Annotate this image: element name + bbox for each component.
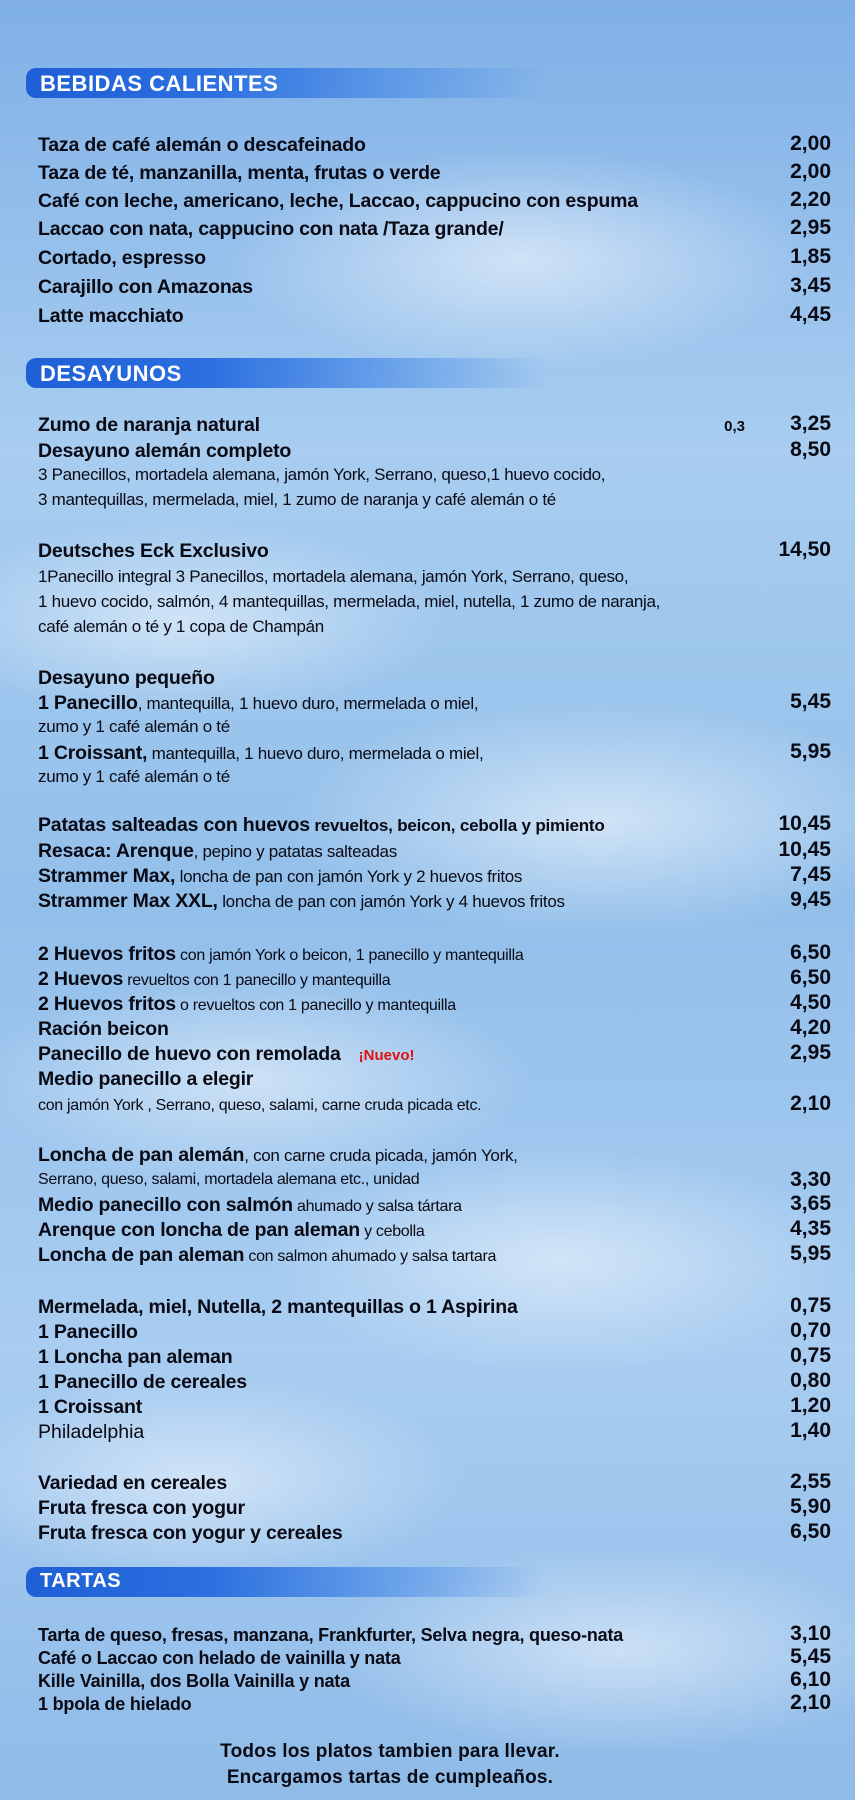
menu-item-description: con jamón York , Serrano, queso, salami, carne cruda picada etc. bbox=[38, 1097, 482, 1114]
menu-price: 4,35 bbox=[790, 1217, 831, 1240]
menu-price: 5,45 bbox=[790, 690, 831, 713]
menu-item: Loncha de pan alemán, con carne cruda picada, jamón York, bbox=[38, 1144, 518, 1166]
menu-price: 3,45 bbox=[790, 274, 831, 297]
menu-item: Carajillo con Amazonas bbox=[38, 276, 253, 298]
menu-price: 0,80 bbox=[790, 1369, 831, 1392]
menu-price: 3,30 bbox=[790, 1168, 831, 1191]
menu-item: Desayuno alemán completo bbox=[38, 440, 292, 462]
menu-price: 2,00 bbox=[790, 132, 831, 155]
menu-item: 1 Panecillo bbox=[38, 1321, 138, 1343]
menu-item: Arenque con loncha de pan aleman y cebolla bbox=[38, 1219, 425, 1241]
menu-item: Kille Vainilla, dos Bolla Vainilla y nata bbox=[38, 1671, 350, 1691]
footer-line-2: Encargamos tartas de cumpleaños. bbox=[226, 1767, 554, 1788]
menu-item: Deutsches Eck Exclusivo bbox=[38, 540, 269, 562]
menu-item: Café con leche, americano, leche, Laccao, cappucino con espuma bbox=[38, 190, 638, 212]
menu-price: 5,45 bbox=[790, 1645, 831, 1668]
section-title-desayunos: DESAYUNOS bbox=[40, 361, 182, 386]
menu-item: Taza de té, manzanilla, menta, frutas o verde bbox=[38, 162, 441, 184]
menu-subheading: Desayuno pequeño bbox=[38, 667, 215, 689]
size-label: 0,3 bbox=[724, 418, 745, 435]
menu-item: Mermelada, miel, Nutella, 2 mantequillas o 1 Aspirina bbox=[38, 1296, 518, 1318]
section-banner-bebidas bbox=[26, 68, 546, 98]
menu-price: 3,65 bbox=[790, 1192, 831, 1215]
menu-item-description: 1Panecillo integral 3 Panecillos, mortadela alemana, jamón York, Serrano, queso, bbox=[38, 567, 629, 586]
menu-item: Panecillo de huevo con remolada ¡Nuevo! bbox=[38, 1043, 415, 1065]
menu-item: Latte macchiato bbox=[38, 305, 184, 327]
menu-item-description: 3 mantequillas, mermelada, miel, 1 zumo de naranja y café alemán o té bbox=[38, 490, 556, 509]
new-badge: ¡Nuevo! bbox=[358, 1047, 415, 1064]
menu-price: 2,10 bbox=[790, 1691, 831, 1714]
menu-item: 1 Panecillo, mantequilla, 1 huevo duro, mermelada o miel, bbox=[38, 692, 479, 714]
menu-item: Variedad en cereales bbox=[38, 1472, 227, 1494]
menu-item-description: Serrano, queso, salami, mortadela alemana etc., unidad bbox=[38, 1171, 420, 1188]
menu-price: 8,50 bbox=[790, 438, 831, 461]
menu-price: 6,10 bbox=[790, 1668, 831, 1691]
section-banner-desayunos bbox=[26, 358, 546, 388]
menu-item: Tarta de queso, fresas, manzana, Frankfurter, Selva negra, queso-nata bbox=[38, 1625, 624, 1645]
menu-price: 6,50 bbox=[790, 1520, 831, 1543]
menu-price: 2,95 bbox=[790, 216, 831, 239]
menu-item: 2 Huevos fritos con jamón York o beicon, 1 panecillo y mantequilla bbox=[38, 943, 524, 965]
menu-price: 3,10 bbox=[790, 1622, 831, 1645]
menu-item: Zumo de naranja natural bbox=[38, 414, 260, 436]
menu-price: 4,50 bbox=[790, 991, 831, 1014]
menu-item: Loncha de pan aleman con salmon ahumado y salsa tartara bbox=[38, 1244, 497, 1266]
menu-price: 1,85 bbox=[790, 245, 831, 268]
menu-item-description: zumo y 1 café alemán o té bbox=[38, 767, 230, 786]
menu-item-description: 1 huevo cocido, salmón, 4 mantequillas, mermelada, miel, nutella, 1 zumo de naranja, bbox=[38, 592, 661, 611]
menu-item: Strammer Max, loncha de pan con jamón York y 2 huevos fritos bbox=[38, 865, 523, 887]
menu-item-description: café alemán o té y 1 copa de Champán bbox=[38, 617, 324, 636]
menu-price: 1,20 bbox=[790, 1394, 831, 1417]
menu-price: 1,40 bbox=[790, 1419, 831, 1442]
menu-item: 1 Croissant, mantequilla, 1 huevo duro, mermelada o miel, bbox=[38, 742, 484, 764]
menu-item: Café o Laccao con helado de vainilla y nata bbox=[38, 1648, 401, 1668]
menu-item-description: 3 Panecillos, mortadela alemana, jamón York, Serrano, queso,1 huevo cocido, bbox=[38, 465, 606, 484]
section-banner-tartas bbox=[26, 1567, 546, 1597]
menu-item: Fruta fresca con yogur bbox=[38, 1497, 245, 1519]
menu-item-description: zumo y 1 café alemán o té bbox=[38, 717, 230, 736]
section-title-tartas: TARTAS bbox=[40, 1570, 122, 1592]
menu-item: 1 Croissant bbox=[38, 1396, 143, 1418]
menu-price: 6,50 bbox=[790, 941, 831, 964]
menu-price: 2,95 bbox=[790, 1041, 831, 1064]
menu-price: 4,20 bbox=[790, 1016, 831, 1039]
menu-price: 7,45 bbox=[790, 863, 831, 886]
menu-item: Taza de café alemán o descafeinado bbox=[38, 134, 366, 156]
menu-price: 0,75 bbox=[790, 1294, 831, 1317]
menu-price: 2,55 bbox=[790, 1470, 831, 1493]
menu-price: 9,45 bbox=[790, 888, 831, 911]
menu-price: 0,75 bbox=[790, 1344, 831, 1367]
menu-item: Medio panecillo a elegir bbox=[38, 1068, 254, 1090]
menu-price: 6,50 bbox=[790, 966, 831, 989]
menu-item: 2 Huevos fritos o revueltos con 1 panecillo y mantequilla bbox=[38, 993, 456, 1015]
menu-price: 5,95 bbox=[790, 740, 831, 763]
menu-item: Cortado, espresso bbox=[38, 247, 206, 269]
menu-item: 2 Huevos revueltos con 1 panecillo y mantequilla bbox=[38, 968, 391, 990]
menu-price: 5,90 bbox=[790, 1495, 831, 1518]
menu-item: Ración beicon bbox=[38, 1018, 169, 1040]
menu-item: Philadelphia bbox=[38, 1421, 145, 1443]
menu-price: 10,45 bbox=[778, 838, 831, 861]
menu-item: Strammer Max XXL, loncha de pan con jamón York y 4 huevos fritos bbox=[38, 890, 565, 912]
menu-item: 1 Loncha pan aleman bbox=[38, 1346, 233, 1368]
menu-item: Fruta fresca con yogur y cereales bbox=[38, 1522, 343, 1544]
menu-price: 0,70 bbox=[790, 1319, 831, 1342]
menu-item: Resaca: Arenque, pepino y patatas salteadas bbox=[38, 840, 397, 862]
menu-price: 4,45 bbox=[790, 303, 831, 326]
menu-price: 2,10 bbox=[790, 1092, 831, 1115]
menu-item: 1 Panecillo de cereales bbox=[38, 1371, 247, 1393]
footer-line-1: Todos los platos tambien para llevar. bbox=[220, 1741, 560, 1762]
menu-price: 14,50 bbox=[778, 538, 831, 561]
menu-price: 2,00 bbox=[790, 160, 831, 183]
menu-item: 1 bpola de hielado bbox=[38, 1694, 192, 1714]
menu-item: Laccao con nata, cappucino con nata /Taza grande/ bbox=[38, 218, 504, 240]
menu-price: 2,20 bbox=[790, 188, 831, 211]
section-title-bebidas: BEBIDAS CALIENTES bbox=[40, 71, 279, 96]
menu-item: Medio panecillo con salmón ahumado y salsa tártara bbox=[38, 1194, 462, 1216]
menu-price: 3,25 bbox=[790, 412, 831, 435]
menu-price: 10,45 bbox=[778, 812, 831, 835]
menu-item: Patatas salteadas con huevos revueltos, beicon, cebolla y pimiento bbox=[38, 814, 605, 836]
menu-price: 5,95 bbox=[790, 1242, 831, 1265]
